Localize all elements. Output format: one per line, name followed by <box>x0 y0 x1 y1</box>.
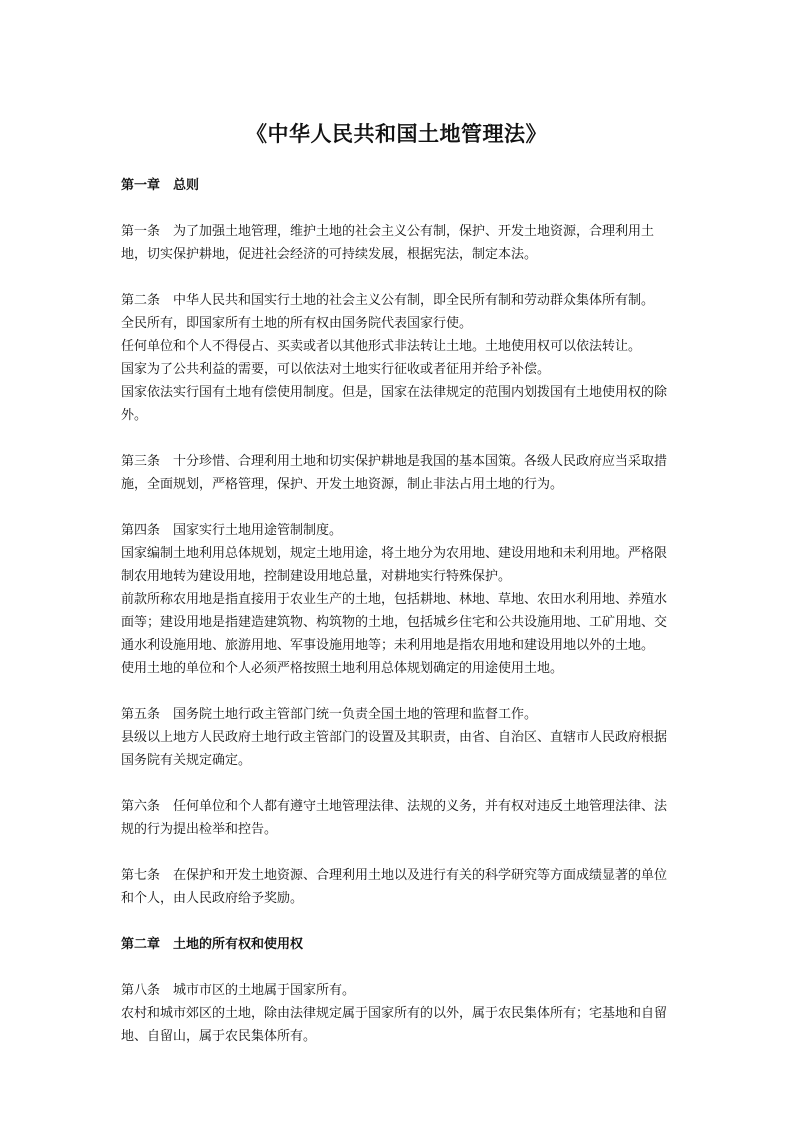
document-body <box>121 174 677 1071</box>
article-label: 第四条 <box>121 523 161 538</box>
article-paragraph: 第五条 国务院土地行政主管部门统一负责全国土地的管理和监督工作。 <box>121 707 538 722</box>
article-paragraph: 农村和城市郊区的土地，除由法律规定属于国家所有的以外，属于农民集体所有；宅基地和自留地、自留山，属于农民集体所有。 <box>121 1006 668 1044</box>
article-paragraph: 使用土地的单位和个人必须严格按照土地利用总体规划确定的用途使用土地。 <box>121 661 564 676</box>
article-paragraph: 县级以上地方人民政府土地行政主管部门的设置及其职责，由省、自治区、直辖市人民政府根据国务院有关规定确定。 <box>121 730 668 768</box>
article-4 <box>121 519 677 680</box>
article-label: 第八条 <box>121 983 161 998</box>
article-paragraph: 第四条 国家实行土地用途管制制度。 <box>121 523 343 538</box>
article-6 <box>121 795 677 841</box>
article-1 <box>121 220 677 266</box>
article-label: 第一条 <box>121 224 161 239</box>
article-paragraph: 国家依法实行国有土地有偿使用制度。但是，国家在法律规定的范围内划拨国有土地使用权的除外。 <box>121 385 668 423</box>
article-label: 第三条 <box>121 454 161 469</box>
article-paragraph: 第一条 为了加强土地管理，维护土地的社会主义公有制，保护、开发土地资源，合理利用土地，切实保护耕地，促进社会经济的可持续发展，根据宪法，制定本法。 <box>121 224 655 262</box>
chapter-label: 第二章 <box>121 937 161 952</box>
document-title: 《中华人民共和国土地管理法》 <box>246 122 547 146</box>
article-label: 第六条 <box>121 799 161 814</box>
article-3 <box>121 450 677 496</box>
article-paragraph: 国家编制土地利用总体规划，规定土地用途，将土地分为农用地、建设用地和未利用地。严格限制农用地转为建设用地，控制建设用地总量，对耕地实行特殊保护。 <box>121 546 668 584</box>
article-8 <box>121 979 677 1048</box>
article-paragraph: 第八条 城市市区的土地属于国家所有。 <box>121 983 356 998</box>
article-paragraph: 国家为了公共利益的需要，可以依法对土地实行征收或者征用并给予补偿。 <box>121 362 551 377</box>
article-paragraph: 第三条 十分珍惜、合理利用土地和切实保护耕地是我国的基本国策。各级人民政府应当采取措施，全面规划，严格管理，保护、开发土地资源，制止非法占用土地的行为。 <box>121 454 668 492</box>
article-paragraph: 第七条 在保护和开发土地资源、合理利用土地以及进行有关的科学研究等方面成绩显著的单位和个人，由人民政府给予奖励。 <box>121 868 668 906</box>
article-7 <box>121 864 677 910</box>
chapter-name: 土地的所有权和使用权 <box>173 937 304 952</box>
article-paragraph: 任何单位和个人不得侵占、买卖或者以其他形式非法转让土地。土地使用权可以依法转让。 <box>121 339 642 354</box>
article-paragraph: 第六条 任何单位和个人都有遵守土地管理法律、法规的义务，并有权对违反土地管理法律、法规的行为提出检举和控告。 <box>121 799 668 837</box>
chapter-1-heading <box>121 174 677 197</box>
chapter-2-heading <box>121 933 677 956</box>
article-paragraph: 全民所有，即国家所有土地的所有权由国务院代表国家行使。 <box>121 316 473 331</box>
article-label: 第七条 <box>121 868 161 883</box>
article-paragraph: 前款所称农用地是指直接用于农业生产的土地，包括耕地、林地、草地、农田水利用地、养殖水面等；建设用地是指建造建筑物、构筑物的土地，包括城乡住宅和公共设施用地、工矿用地、交通水利设施用地、旅游用地、军事设施用地等；未利用地是指农用地和建设用地以外的土地。 <box>121 592 668 653</box>
article-5 <box>121 703 677 772</box>
article-label: 第五条 <box>121 707 161 722</box>
chapter-label: 第一章 <box>121 178 161 193</box>
article-paragraph: 第二条 中华人民共和国实行土地的社会主义公有制，即全民所有制和劳动群众集体所有制。 <box>121 293 655 308</box>
chapter-name: 总则 <box>173 178 200 193</box>
article-label: 第二条 <box>121 293 161 308</box>
article-2 <box>121 289 677 427</box>
